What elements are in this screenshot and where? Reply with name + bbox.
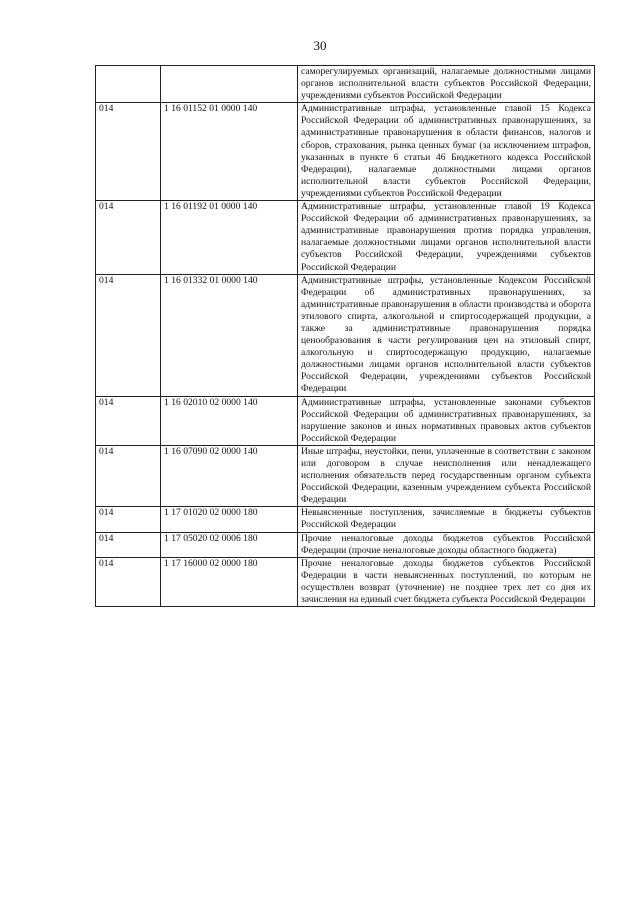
admin-code-cell	[96, 66, 161, 103]
revenue-name-cell: Прочие неналоговые доходы бюджетов субъектов Российской Федерации (прочие неналоговые доходы областного бюджета)	[298, 532, 595, 557]
table-row	[96, 201, 595, 275]
revenue-codes-table	[95, 65, 595, 607]
revenue-code-cell	[161, 66, 298, 103]
revenue-name-cell: Иные штрафы, неустойки, пени, уплаченные в соответствии с законом или договором в случае неисполнения или ненадлежащего исполнения обязательств перед государственным органом субъекта Российской Федерации, казенным учреждением субъекта Российской Федерации	[298, 445, 595, 506]
admin-code-cell: 014	[96, 396, 161, 445]
table-row	[96, 557, 595, 606]
revenue-code-cell: 1 16 01332 01 0000 140	[161, 274, 298, 396]
table-row	[96, 532, 595, 557]
revenue-name-cell: Невыясненные поступления, зачисляемые в бюджеты субъектов Российской Федерации	[298, 507, 595, 532]
admin-code-cell: 014	[96, 557, 161, 606]
revenue-code-cell: 1 17 16000 02 0000 180	[161, 557, 298, 606]
revenue-name-cell: Административные штрафы, установленные Кодексом Российской Федерации об административных правонарушениях, за административные правонарушения в области производства и оборота этилового спирта, алкогольной и спиртосодержащей продукции, а также за административные правонарушения порядка ценообразования в части регулирования цен на этиловый спирт, алкогольную и спиртосодержащую продукцию, налагаемые должностными лицами органов исполнительной власти субъектов Российской Федерации, учреждениями субъектов Российской Федерации	[298, 274, 595, 396]
revenue-name-cell: Административные штрафы, установленные законами субъектов Российской Федерации об административных правонарушениях, за нарушение законов и иных нормативных правовых актов субъектов Российской Федерации	[298, 396, 595, 445]
revenue-code-cell: 1 16 01152 01 0000 140	[161, 103, 298, 201]
admin-code-cell: 014	[96, 507, 161, 532]
revenue-code-cell: 1 17 01020 02 0000 180	[161, 507, 298, 532]
admin-code-cell: 014	[96, 445, 161, 506]
admin-code-cell: 014	[96, 274, 161, 396]
admin-code-cell: 014	[96, 201, 161, 275]
revenue-code-cell: 1 16 01192 01 0000 140	[161, 201, 298, 275]
table-row	[96, 66, 595, 103]
revenue-code-cell: 1 16 02010 02 0000 140	[161, 396, 298, 445]
admin-code-cell: 014	[96, 103, 161, 201]
revenue-name-cell: Прочие неналоговые доходы бюджетов субъектов Российской Федерации в части невыясненных поступлений, по которым не осуществлен возврат (уточнение) не позднее трех лет со дня их зачисления на единый счет бюджета субъекта Российской Федерации	[298, 557, 595, 606]
revenue-name-cell: Административные штрафы, установленные главой 15 Кодекса Российской Федерации об административных правонарушениях, за административные правонарушения в области финансов, налогов и сборов, страхования, рынка ценных бумаг (за исключением штрафов, указанных в пункте 6 статьи 46 Бюджетного кодекса Российской Федерации), налагаемые должностными лицами органов исполнительной власти субъектов Российской Федерации, учреждениями субъектов Российской Федерации	[298, 103, 595, 201]
table-row	[96, 396, 595, 445]
admin-code-cell: 014	[96, 532, 161, 557]
table-row	[96, 445, 595, 506]
page-number: 30	[313, 38, 327, 53]
revenue-code-cell: 1 16 07090 02 0000 140	[161, 445, 298, 506]
table-row	[96, 507, 595, 532]
revenue-name-cell: саморегулируемых организаций, налагаемые должностными лицами органов исполнительной власти субъектов Российской Федерации, учреждениями субъектов Российской Федерации	[298, 66, 595, 103]
table-row	[96, 274, 595, 396]
revenue-code-cell: 1 17 05020 02 0006 180	[161, 532, 298, 557]
revenue-name-cell: Административные штрафы, установленные главой 19 Кодекса Российской Федерации об административных правонарушениях, за административные правонарушения против порядка управления, налагаемые должностными лицами органов исполнительной власти субъектов Российской Федерации, учреждениями субъектов Российской Федерации	[298, 201, 595, 275]
table-row	[96, 103, 595, 201]
